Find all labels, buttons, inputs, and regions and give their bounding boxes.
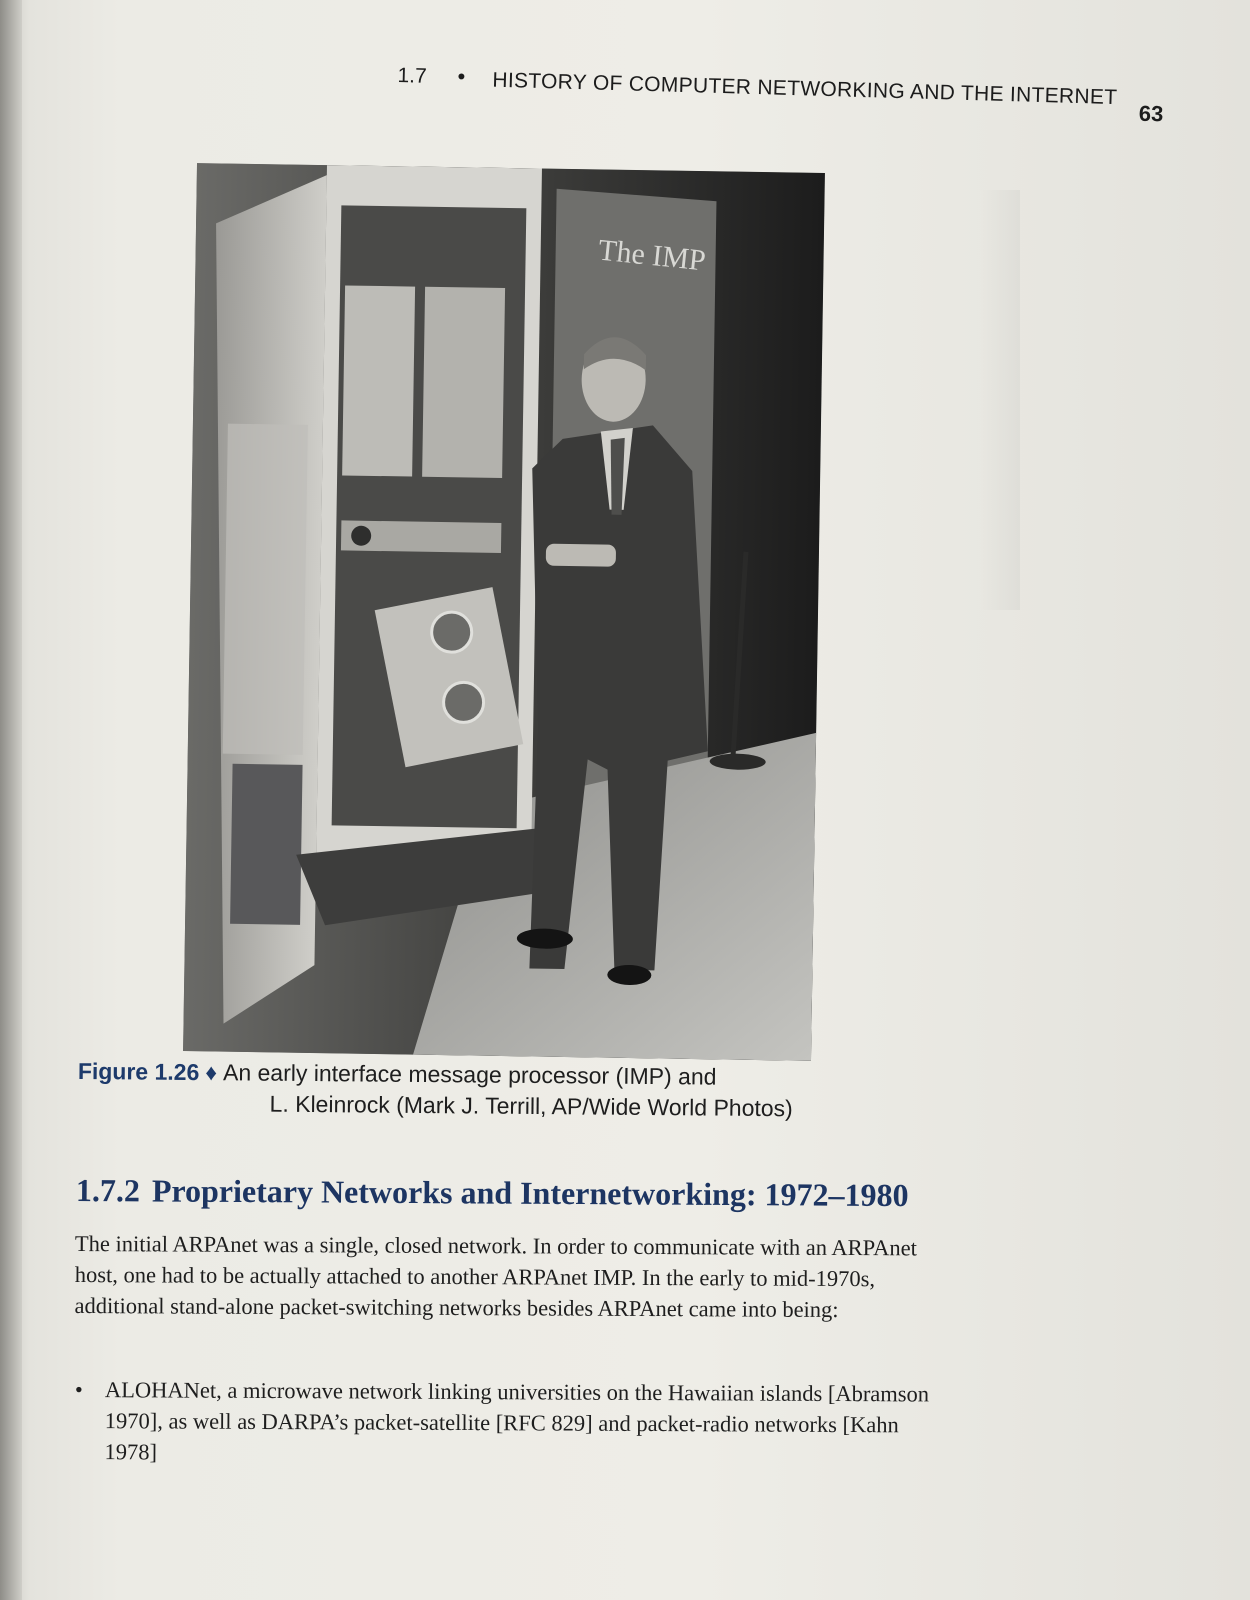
page-number: 63 <box>1138 100 1164 127</box>
caption-line-1: An early interface message processor (IMP) and <box>222 1059 717 1090</box>
running-head <box>396 60 1188 152</box>
section-number: 1.7.2 <box>75 1172 140 1209</box>
section-title: Proprietary Networks and Internetworking: 1972–1980 <box>151 1172 909 1214</box>
figure-label: Figure 1.26 <box>77 1058 200 1086</box>
banner-text: The IMP <box>596 233 708 278</box>
section-heading <box>76 1172 956 1214</box>
bullet-text: ALOHANet, a microwave network linking universities on the Hawaiian islands [Abramson 1970], as well as DARPA’s packet-satellite [RFC 829] and packet-radio networks [Kahn 1978] <box>104 1377 930 1465</box>
running-head-title: HISTORY OF COMPUTER NETWORKING AND THE INTERNET <box>492 68 1118 110</box>
body-paragraph: The initial ARPAnet was a single, closed network. In order to communicate with an ARPAnet host, one had to be actually attached to another ARPAnet IMP. In the early to mid-1970s, additional stand-alone packet-switching networks besides ARPAnet came into being: <box>74 1231 917 1322</box>
running-head-section: 1.7 <box>397 63 428 88</box>
caption-bullet: ♦ <box>205 1059 218 1086</box>
bullet-marker: • <box>74 1377 83 1403</box>
show-through-shadow <box>980 190 1020 610</box>
page-gutter-shadow <box>0 0 22 1600</box>
list-item <box>74 1374 945 1465</box>
figure-caption <box>77 1058 977 1124</box>
caption-line-2: L. Kleinrock (Mark J. Terrill, AP/Wide World Photos) <box>269 1090 793 1122</box>
imp-photograph <box>183 163 825 1061</box>
photo-illustration <box>183 163 825 1061</box>
running-head-bullet: • <box>457 63 466 89</box>
